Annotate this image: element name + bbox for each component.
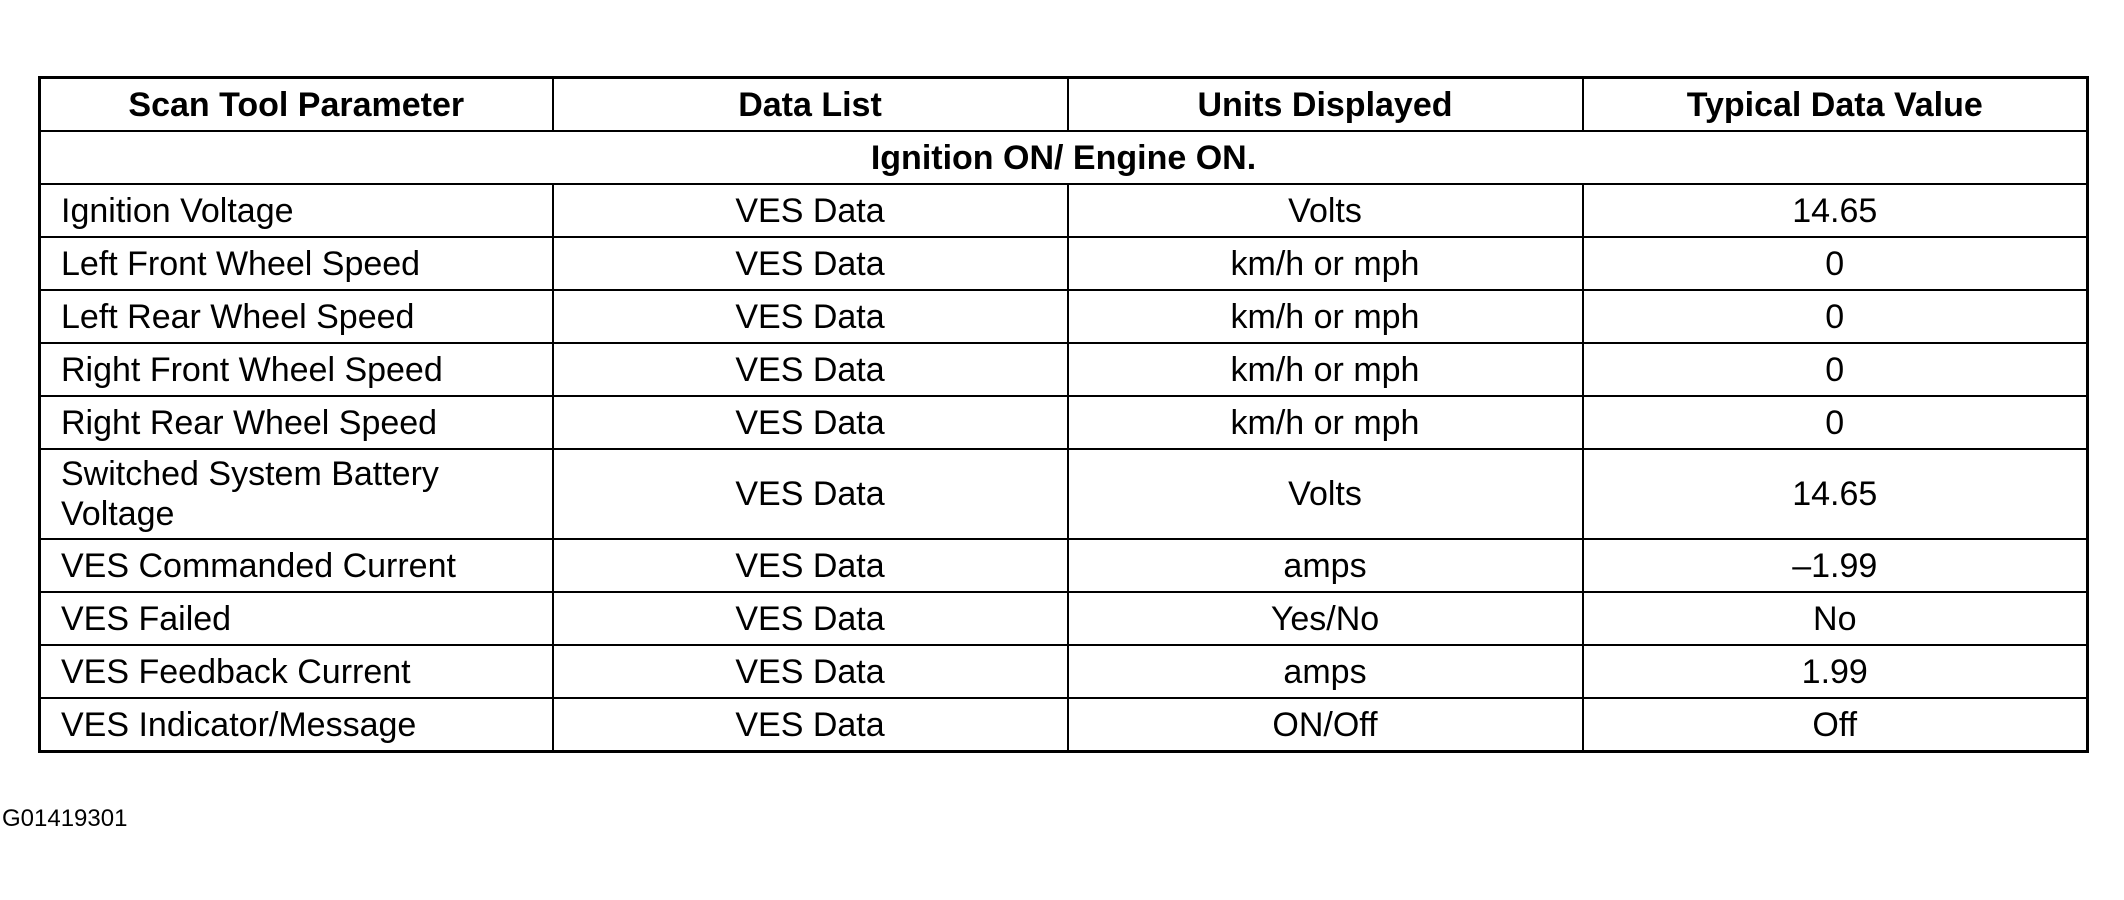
units-cell: Yes/No [1068,592,1583,645]
units-cell: amps [1068,539,1583,592]
data-list-cell: VES Data [553,343,1068,396]
value-cell: 1.99 [1583,645,2088,698]
units-cell: km/h or mph [1068,396,1583,449]
units-cell: km/h or mph [1068,343,1583,396]
units-cell: amps [1068,645,1583,698]
parameter-cell: Right Rear Wheel Speed [40,396,553,449]
units-cell: Volts [1068,449,1583,539]
units-cell: ON/Off [1068,698,1583,752]
table-row [40,449,2088,539]
data-list-cell: VES Data [553,290,1068,343]
document-sheet [38,76,2086,753]
value-cell: 14.65 [1583,184,2088,237]
table-row [40,396,2088,449]
data-list-cell: VES Data [553,184,1068,237]
data-list-cell: VES Data [553,237,1068,290]
parameter-cell: Switched System Battery Voltage [40,449,553,539]
parameter-cell: Ignition Voltage [40,184,553,237]
column-header-data-list: Data List [553,78,1068,132]
table-row [40,539,2088,592]
value-cell: No [1583,592,2088,645]
value-cell: 0 [1583,237,2088,290]
column-header-units: Units Displayed [1068,78,1583,132]
table-row [40,290,2088,343]
table-row [40,698,2088,752]
parameter-cell: Left Front Wheel Speed [40,237,553,290]
parameter-cell: Right Front Wheel Speed [40,343,553,396]
value-cell: –1.99 [1583,539,2088,592]
parameter-cell: VES Feedback Current [40,645,553,698]
data-list-cell: VES Data [553,449,1068,539]
value-cell: 14.65 [1583,449,2088,539]
table-row [40,343,2088,396]
data-list-cell: VES Data [553,645,1068,698]
figure-id: G01419301 [2,805,128,832]
value-cell: 0 [1583,396,2088,449]
units-cell: km/h or mph [1068,237,1583,290]
value-cell: 0 [1583,290,2088,343]
table-row [40,237,2088,290]
parameter-cell: VES Failed [40,592,553,645]
scan-tool-data-table [38,76,2089,753]
units-cell: Volts [1068,184,1583,237]
column-header-typical-value: Typical Data Value [1583,78,2088,132]
value-cell: Off [1583,698,2088,752]
data-list-cell: VES Data [553,592,1068,645]
units-cell: km/h or mph [1068,290,1583,343]
table-row [40,592,2088,645]
table-header-row [40,78,2088,132]
table-row [40,645,2088,698]
column-header-parameter: Scan Tool Parameter [40,78,553,132]
parameter-cell: VES Indicator/Message [40,698,553,752]
data-list-cell: VES Data [553,698,1068,752]
value-cell: 0 [1583,343,2088,396]
section-label: Ignition ON/ Engine ON. [40,131,2088,184]
section-row [40,131,2088,184]
table-row [40,184,2088,237]
data-list-cell: VES Data [553,396,1068,449]
parameter-cell: VES Commanded Current [40,539,553,592]
parameter-cell: Left Rear Wheel Speed [40,290,553,343]
data-list-cell: VES Data [553,539,1068,592]
